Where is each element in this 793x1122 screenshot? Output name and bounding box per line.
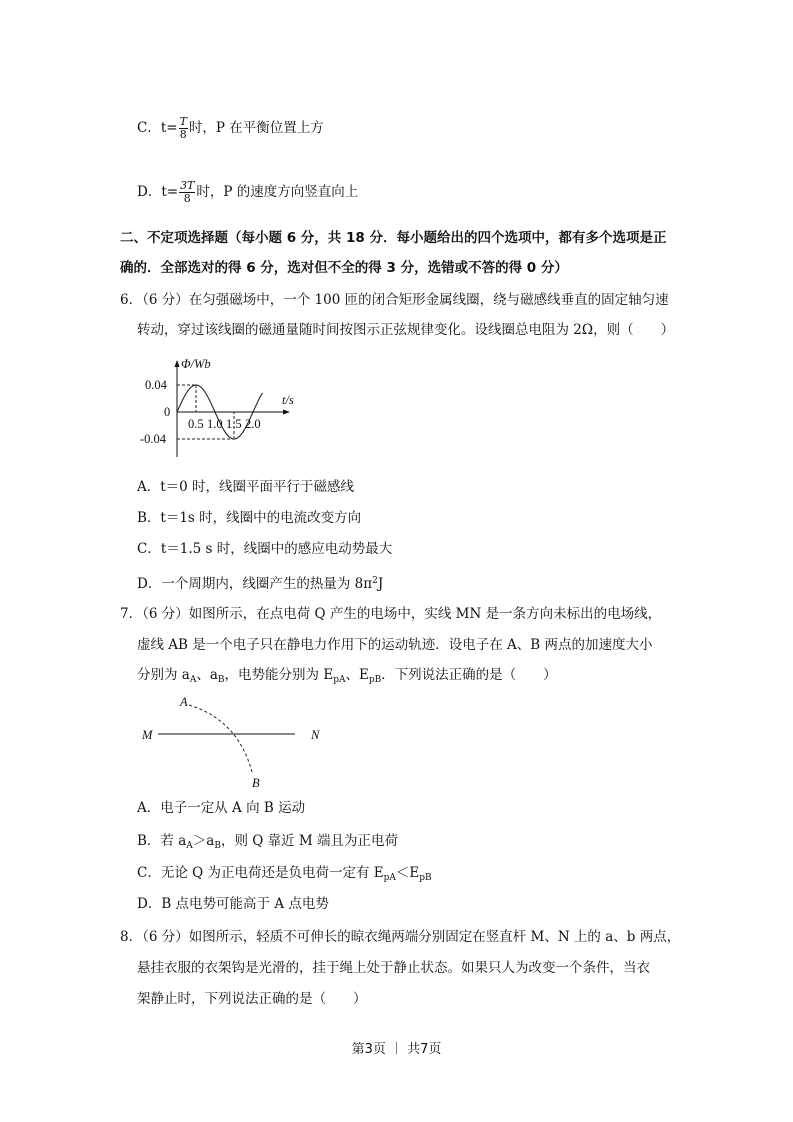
x-tick-label: 0.5 <box>188 417 204 431</box>
y-axis-arrow <box>175 360 180 367</box>
x-tick-label: 1.5 <box>226 417 242 431</box>
q8-stem-line3: 架静止时，下列说法正确的是（ ） <box>137 991 367 1007</box>
q6-option-a: A．t＝0 时，线圈平面平行于磁感线 <box>137 479 355 495</box>
numerator: 3T <box>180 179 195 192</box>
q8-stem-line2: 悬挂衣服的衣架钩是光滑的，挂于绳上处于静止状态。如果只人为改变一个条件，当衣 <box>137 960 650 976</box>
origin-label: 0 <box>164 405 171 419</box>
option-text: 时，P 的速度方向竖直向上 <box>196 184 359 200</box>
text: ＜E <box>395 865 420 881</box>
point-b-label: B <box>252 776 260 790</box>
text: C．无论 Q 为正电荷还是负电荷一定有 E <box>137 865 384 881</box>
subscript: pB <box>368 675 382 685</box>
subscript: pA <box>383 873 396 883</box>
q7-stem-line1: 7．（6 分）如图所示，在点电荷 Q 产生的电场中，实线 MN 是一条方向未标出的电场线， <box>120 606 662 622</box>
subscript: A <box>189 675 197 685</box>
y-tick-min: -0.04 <box>140 432 167 446</box>
denominator: 8 <box>179 128 187 141</box>
text: ＞a <box>192 833 215 849</box>
electric-field-figure <box>0 690 400 800</box>
q7-option-b <box>137 831 398 856</box>
section-heading-line1: 二、不定项选择题（每小题 6 分，共 18 分．每小题给出的四个选项中，都有多个选项是正 <box>120 230 667 246</box>
text: ，电势能分别为 E <box>224 667 334 683</box>
flux-time-graph <box>0 0 793 480</box>
text: ．下列说法正确的是（ ） <box>381 667 557 683</box>
point-a-label: A <box>180 695 188 709</box>
denominator: 8 <box>183 192 191 205</box>
text: 、a <box>196 667 218 683</box>
x-axis-label: t/s <box>282 393 294 407</box>
subscript: B <box>217 675 225 685</box>
q7-option-a: A．电子一定从 A 向 B 运动 <box>137 800 306 816</box>
point-m-label: M <box>142 728 153 742</box>
option-prefix: D．t= <box>137 184 179 200</box>
subscript: A <box>186 841 193 851</box>
q6-option-d <box>137 571 383 594</box>
trajectory-ab <box>189 705 252 772</box>
q7-option-d: D．B 点电势可能高于 A 点电势 <box>137 896 329 912</box>
point-n-label: N <box>311 728 320 742</box>
y-tick-max: 0.04 <box>145 378 167 392</box>
text: 分别为 a <box>137 667 190 683</box>
x-tick-label: 1.0 <box>207 417 223 431</box>
q6-stem-line2: 转动，穿过该线圈的磁通量随时间按图示正弦规律变化。设线圈总电阻为 2Ω，则（ ） <box>137 322 675 338</box>
q7-stem-line2: 虚线 AB 是一个电子只在静电力作用下的运动轨迹．设电子在 A、B 两点的加速度大小 <box>137 637 653 653</box>
q6-stem-line1: 6．（6 分）在匀强磁场中，一个 100 匝的闭合矩形金属线圈，绕与磁感线垂直的固定轴匀速 <box>120 292 669 308</box>
x-axis-arrow <box>283 410 290 415</box>
option-text: 时，P 在平衡位置上方 <box>188 120 324 136</box>
q7-option-c <box>137 863 432 888</box>
page-footer: 第3页 ｜ 共7页 <box>351 1042 442 1057</box>
x-tick-label: 2.0 <box>245 417 261 431</box>
option-text: J <box>377 576 384 592</box>
text: 、E <box>345 667 369 683</box>
q7-stem-line3 <box>137 665 557 690</box>
option-text: D．一个周期内，线圈产生的热量为 8π <box>137 576 373 592</box>
subscript: pB <box>419 873 432 883</box>
numerator: T <box>179 115 187 128</box>
q6-option-b: B．t＝1s 时，线圈中的电流改变方向 <box>137 510 362 526</box>
text: ，则 Q 靠近 M 端且为正电荷 <box>220 833 399 849</box>
option-prefix: C．t= <box>137 120 178 136</box>
q8-stem-line1: 8．（6 分）如图所示，轻质不可伸长的晾衣绳两端分别固定在竖直杆 M、N 上的 a、b 两点， <box>120 929 681 945</box>
subscript: pA <box>333 675 346 685</box>
section-heading-line2: 确的．全部选对的得 6 分，选对但不全的得 3 分，选错或不答的得 0 分） <box>120 260 568 276</box>
y-axis-label: Φ/Wb <box>181 357 211 371</box>
superscript: 2 <box>372 576 378 586</box>
text: B．若 a <box>137 833 187 849</box>
subscript: B <box>214 841 221 851</box>
q6-option-c: C．t＝1.5 s 时，线圈中的感应电动势最大 <box>137 541 393 557</box>
